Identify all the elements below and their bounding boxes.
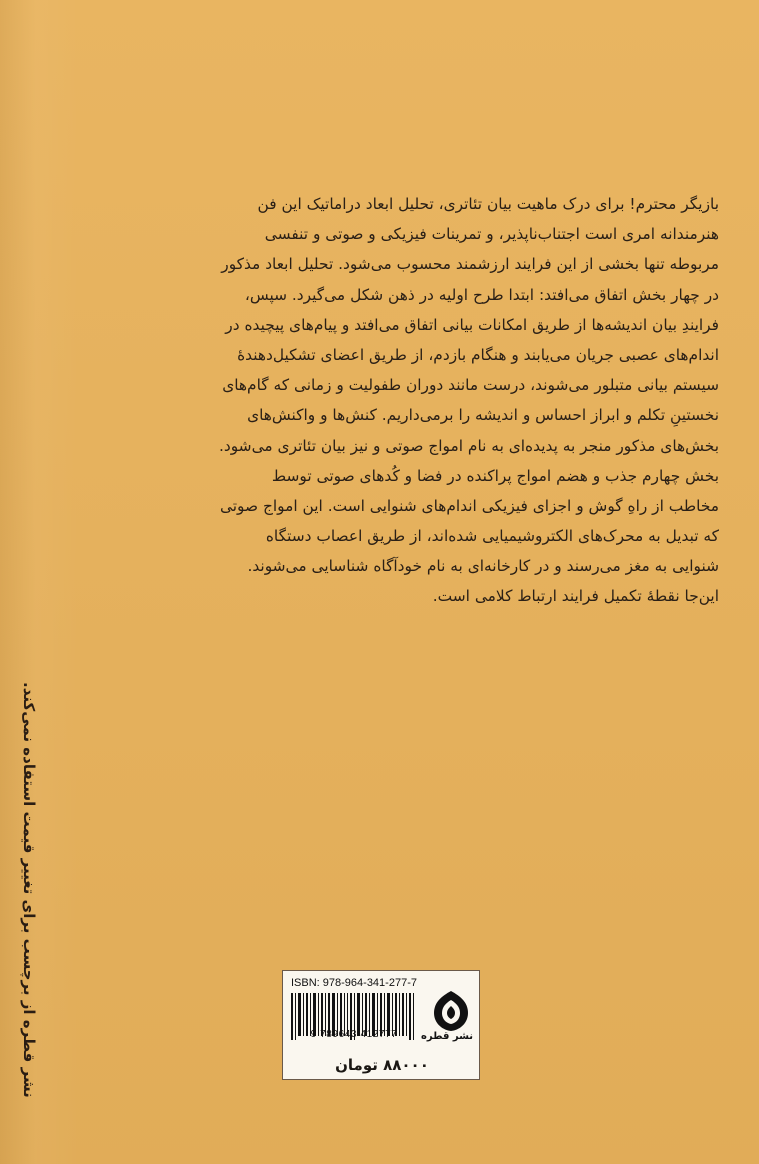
publisher-logo-icon bbox=[429, 989, 473, 1033]
blurb-line: هنرمندانه امری است اجتناب‌ناپذیر، و تمرینات فیزیکی و صوتی و تنفسی bbox=[264, 225, 719, 244]
blurb-line: که تبدیل به محرک‌های الکتروشیمیایی شده‌اند، از طریق اعصاب دستگاه bbox=[265, 527, 719, 546]
blurb-line: بخش‌های مذکور منجر به پدیده‌ای به نام امواج صوتی و نیز بیان تئاتری می‌شود. bbox=[218, 436, 719, 455]
blurb-line: این‌جا نقطهٔ تکمیل فرایند ارتباط کلامی است. bbox=[432, 587, 719, 606]
blurb-line: نخستینِ تکلم و ابراز احساس و اندیشه را برمی‌داریم. کنش‌ها و واکنش‌های bbox=[247, 406, 719, 425]
blurb-line: در چهار بخش اتفاق می‌افتد: ابتدا طرح اولیه در ذهن شکل می‌گیرد. سپس، bbox=[244, 285, 719, 304]
blurb-line: مربوطه تنها بخشی از این فرایند ارزشمند محسوب می‌شود. تحلیل ابعاد مذکور bbox=[221, 255, 719, 274]
publisher-name: نشر قطره bbox=[420, 1031, 473, 1042]
blurb-text bbox=[103, 189, 719, 612]
blurb-line: شنوایی به مغز می‌رسند و در کارخانه‌ای به نام خودآگاه شناسایی می‌شوند. bbox=[247, 557, 719, 576]
publisher-logo bbox=[420, 989, 473, 1045]
blurb-line: سیستم بیانی متبلور می‌شوند، درست مانند دوران طفولیت و زمانی که گام‌های bbox=[222, 376, 719, 395]
blurb-line: بخش چهارم جذب و هضم امواج پراکنده در فضا و کُدهای صوتی توسط bbox=[271, 466, 719, 485]
isbn-number: ISBN: 978-964-341-277-7 bbox=[291, 977, 417, 989]
isbn-barcode-label bbox=[282, 970, 480, 1080]
blurb-line: مخاطب از راهِ گوش و اجزای فیزیکی اندام‌های شنوایی است. این امواج صوتی bbox=[219, 496, 719, 515]
price-text: ۸۸۰۰۰ تومان bbox=[335, 1056, 429, 1074]
blurb-line: بازیگر محترم! برای درک ماهیت بیان تئاتری، تحلیل ابعاد دراماتیک این فن bbox=[257, 195, 719, 213]
blurb-line: اندام‌های عصبی جریان می‌یابند و هنگام بازدم، از طریق اعضای تشکیل‌دهندهٔ bbox=[237, 345, 719, 364]
price-sticker-note: نشر قطره از برچسب برای تغییر قیمت استفاده نمی‌کند. bbox=[20, 682, 38, 1098]
blurb-line: فرایندِ بیان اندیشه‌ها از طریق امکانات بیانی اتفاق می‌افتد و پیام‌های پیچیده در bbox=[225, 315, 719, 334]
barcode-digits: 9 789643 412777 bbox=[310, 1029, 398, 1040]
